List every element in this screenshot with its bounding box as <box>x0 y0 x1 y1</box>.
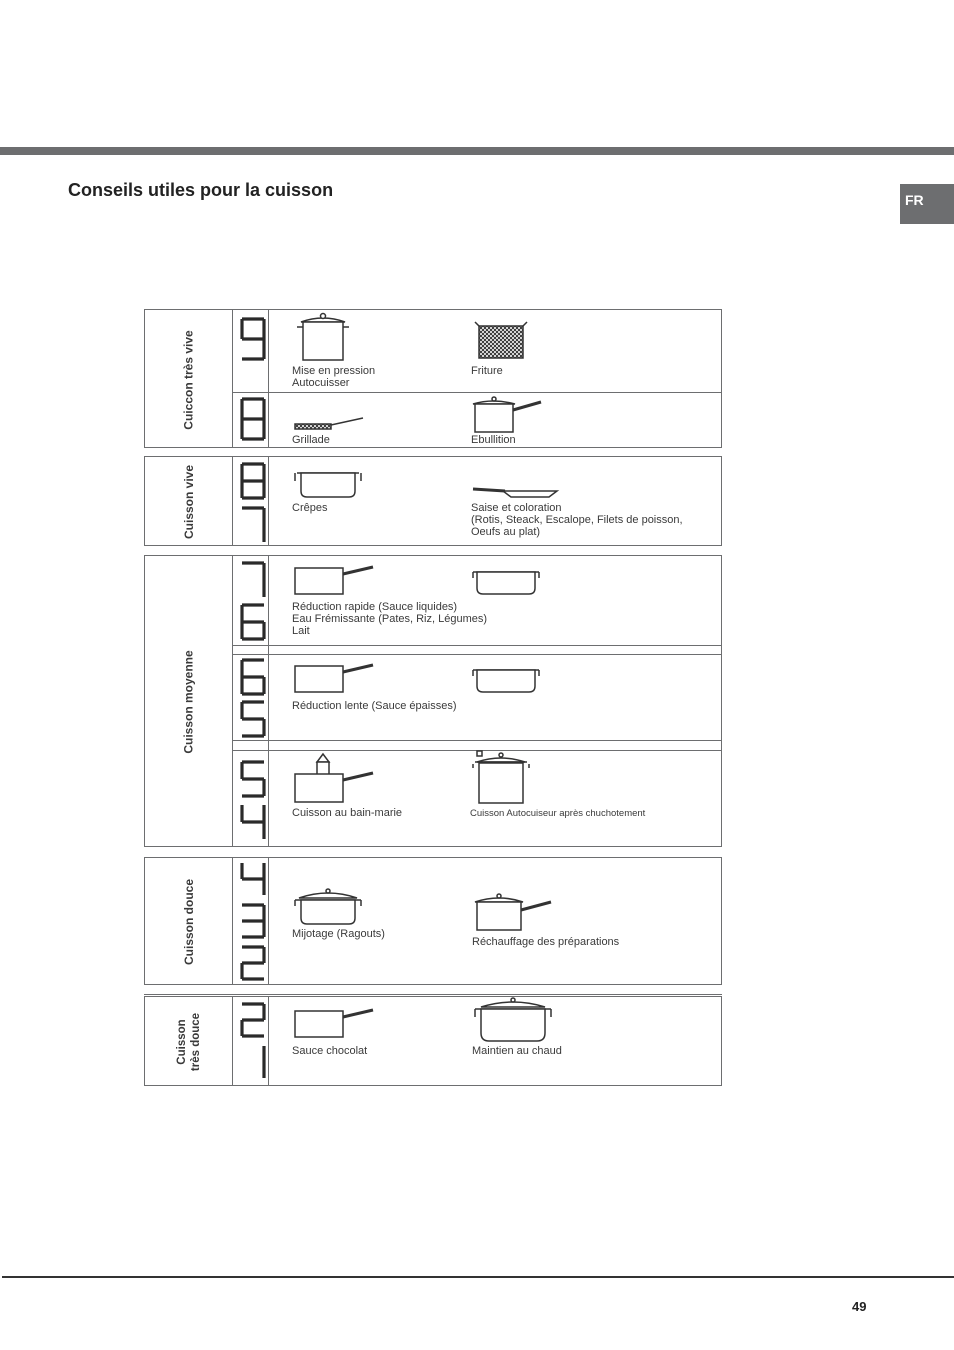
power-level-digit <box>239 860 267 903</box>
power-level-digit <box>239 560 267 605</box>
page-title: Conseils utiles pour la cuisson <box>68 180 334 200</box>
frying-pan-icon <box>471 485 559 499</box>
item-caption: Crêpes <box>292 502 328 514</box>
saucepan-with-lid-icon <box>473 890 555 932</box>
item-caption: Friture <box>471 365 503 377</box>
group-cuisson-tres-vive <box>144 309 722 448</box>
seven-segment-digit <box>239 602 267 642</box>
item-caption: Cuisson Autocuiseur après chuchotement <box>470 808 646 819</box>
seven-segment-digit <box>239 759 267 799</box>
saucepan-icon <box>293 662 375 694</box>
power-level-digit <box>239 944 267 987</box>
power-level-digit <box>239 1001 267 1044</box>
group-cuisson-vive <box>144 456 722 546</box>
bain-marie-icon <box>293 752 375 804</box>
column-divider <box>268 310 269 447</box>
seven-segment-digit <box>239 657 267 697</box>
saucepan-icon <box>293 1007 375 1039</box>
casserole-with-lid-icon <box>473 997 553 1043</box>
pot-with-lid-icon <box>293 312 353 366</box>
power-level-digit <box>239 902 267 945</box>
pressure-cooker-icon <box>471 750 531 806</box>
row-divider <box>233 392 721 393</box>
frying-basket-icon <box>471 318 531 362</box>
power-level-digit <box>239 699 267 744</box>
item-caption: Réduction lente (Sauce épaisses) <box>292 700 457 712</box>
language-tab: FR <box>900 184 954 224</box>
seven-segment-digit <box>239 944 267 982</box>
item-caption: Maintien au chaud <box>472 1045 562 1057</box>
saucepan-with-lid-icon <box>471 394 545 434</box>
seven-segment-digit <box>239 902 267 940</box>
item-caption: Saise et coloration (Rotis, Steack, Escalope, Filets de poisson, Oeufs au plat) <box>471 502 683 538</box>
grill-pan-icon <box>293 414 365 432</box>
shallow-pot-icon <box>471 568 541 596</box>
group-cuisson-douce <box>144 857 722 985</box>
item-caption: Réchauffage des préparations <box>472 936 620 948</box>
power-level-digit <box>239 802 267 847</box>
seven-segment-digit <box>239 860 267 898</box>
power-level-digit <box>239 657 267 702</box>
group-label: Cuiccon très vive <box>182 329 196 430</box>
bottom-rule <box>2 1276 954 1278</box>
seven-segment-digit <box>239 396 267 442</box>
item-caption: Sauce chocolat <box>292 1045 368 1057</box>
item-caption: Mise en pression Autocuisser <box>292 365 376 389</box>
seven-segment-digit <box>239 316 267 362</box>
group-cuisson-moyenne <box>144 555 722 847</box>
group-label: Cuisson vive <box>182 464 196 540</box>
group-divider <box>144 994 722 995</box>
item-caption: Réduction rapide (Sauce liquides) Eau Frémissante (Pates, Riz, Légumes) Lait <box>292 601 488 637</box>
shallow-pot-icon <box>293 469 363 499</box>
power-level-digit <box>239 1043 267 1086</box>
stew-pot-icon <box>293 886 363 926</box>
item-caption: Mijotage (Ragouts) <box>292 928 385 940</box>
group-label: Cuisson douce <box>181 878 196 966</box>
item-caption: Ebullition <box>471 434 516 446</box>
group-label: Cuisson très douce <box>176 1012 202 1072</box>
power-level-digit <box>239 602 267 647</box>
item-caption: Cuisson au bain-marie <box>292 807 403 819</box>
row-divider <box>233 740 721 741</box>
power-level-digit <box>239 505 267 550</box>
seven-segment-digit <box>239 461 267 501</box>
page-number: 49 <box>852 1299 867 1314</box>
item-caption: Grillade <box>292 434 330 446</box>
power-level-digit <box>239 316 267 367</box>
shallow-pot-icon <box>471 666 541 694</box>
row-divider <box>233 645 721 646</box>
seven-segment-digit <box>239 560 267 600</box>
seven-segment-digit <box>239 1001 267 1039</box>
seven-segment-digit <box>239 699 267 739</box>
row-divider <box>233 654 721 655</box>
saucepan-icon <box>293 564 375 596</box>
seven-segment-digit <box>239 505 267 545</box>
power-level-digit <box>239 461 267 506</box>
power-level-digit <box>239 396 267 447</box>
seven-segment-digit <box>239 1043 267 1081</box>
top-rule <box>0 147 954 155</box>
power-level-digit <box>239 759 267 804</box>
group-label: Cuisson moyenne <box>182 650 197 754</box>
group-cuisson-tres-douce <box>144 996 722 1086</box>
seven-segment-digit <box>239 802 267 842</box>
